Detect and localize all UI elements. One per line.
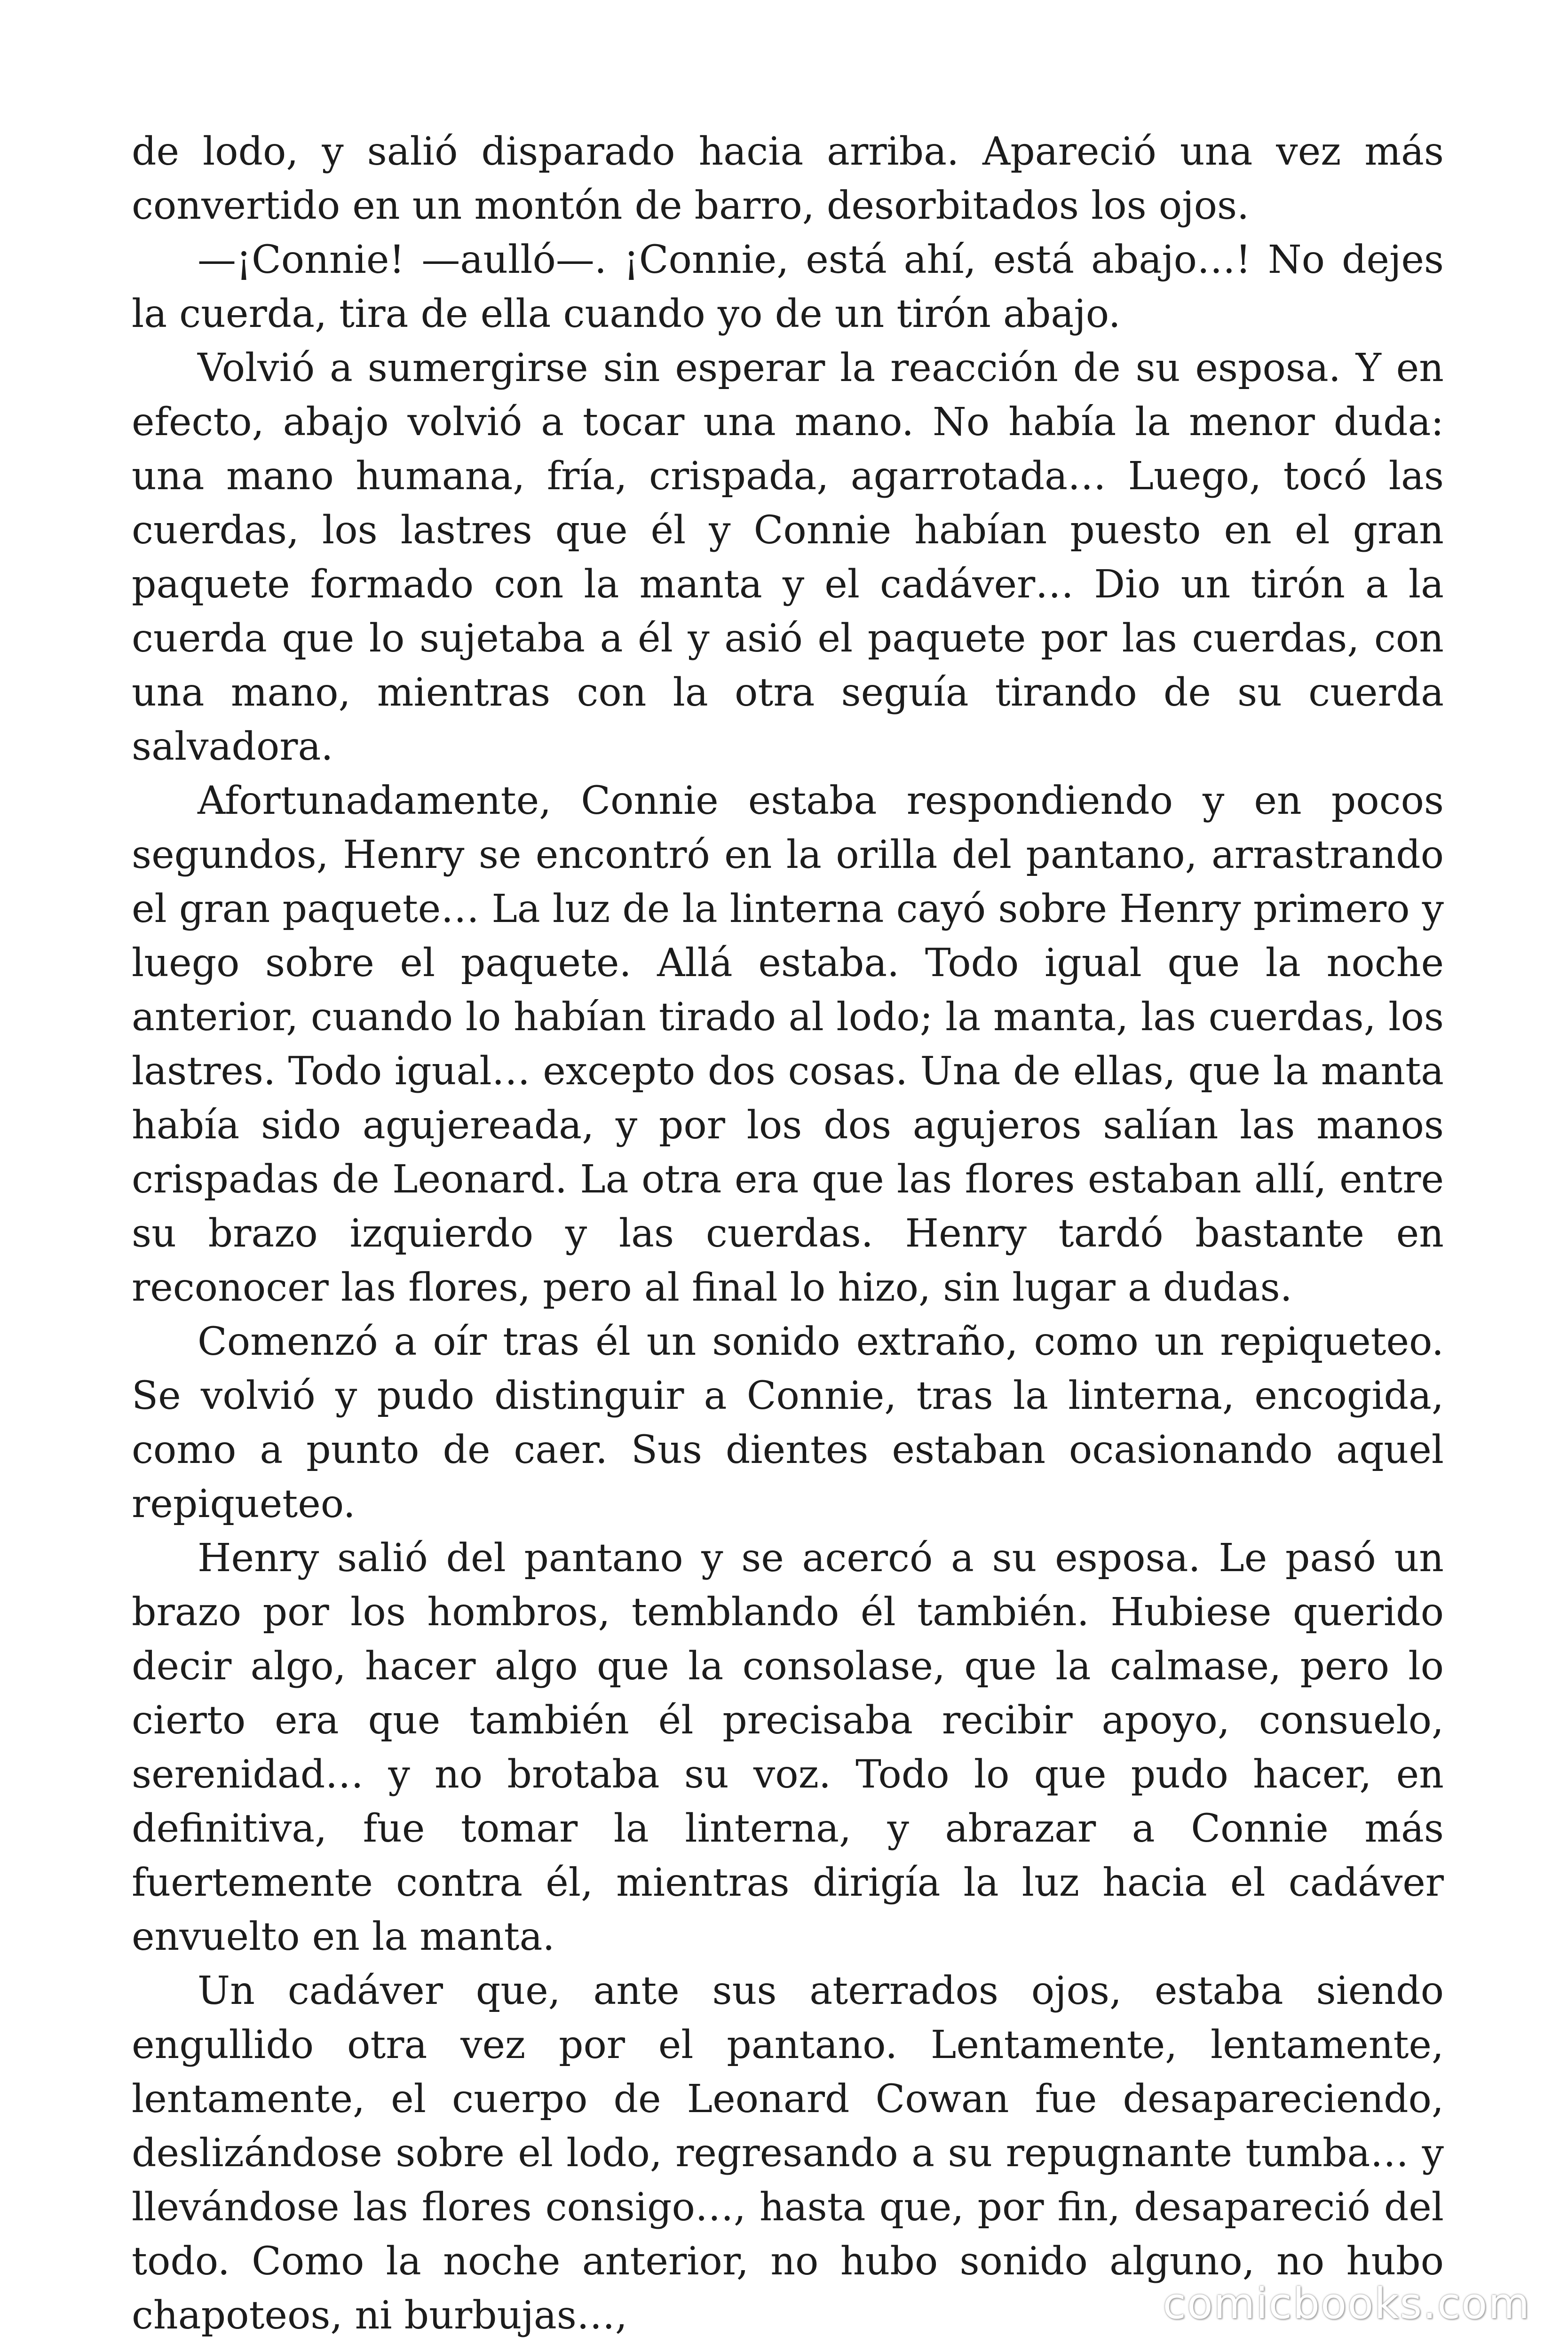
paragraph: —¡Connie! —aulló—. ¡Connie, está ahí, está abajo…! No dejes la cuerda, tira de ella cuando yo de un tirón abajo.	[132, 238, 1444, 336]
paragraph: Volvió a sumergirse sin esperar la reacción de su esposa. Y en efecto, abajo volvió a tocar una mano. No había la menor duda: una mano humana, fría, crispada, agarrotada… Luego, tocó las cuerdas, los lastres que él y Connie habían puesto en el gran paquete formado con la manta y el cadáver… Dio un tirón a la cuerda que lo sujetaba a él y asió el paquete por las cuerdas, con una mano, mientras con la otra seguía tirando de su cuerda salvadora.	[132, 346, 1444, 769]
paragraph: Comenzó a oír tras él un sonido extraño, como un repiqueteo. Se volvió y pudo distinguir a Connie, tras la linterna, encogida, como a punto de caer. Sus dientes estaban ocasionando aquel repiqueteo.	[132, 1319, 1444, 1526]
paragraph: Afortunadamente, Connie estaba respondiendo y en pocos segundos, Henry se encontró en la orilla del pantano, arrastrando el gran paquete… La luz de la linterna cayó sobre Henry primero y luego sobre el paquete. Allá estaba. Todo igual que la noche anterior, cuando lo habían tirado al lodo; la manta, las cuerdas, los lastres. Todo igual… excepto dos cosas. Una de ellas, que la manta había sido agujereada, y por los dos agujeros salían las manos crispadas de Leonard. La otra era que las flores estaban allí, entre su brazo izquierdo y las cuerdas. Henry tardó bastante en reconocer las flores, pero al final lo hizo, sin lugar a dudas.	[132, 779, 1444, 1310]
paragraph: de lodo, y salió disparado hacia arriba. Apareció una vez más convertido en un montón de barro, desorbitados los ojos.	[132, 129, 1444, 228]
watermark: comicbooks.com	[1163, 2279, 1530, 2328]
page-text	[132, 125, 1444, 2343]
paragraph: Henry salió del pantano y se acercó a su esposa. Le pasó un brazo por los hombros, temblando él también. Hubiese querido decir algo, hacer algo que la consolase, que la calmase, pero lo cierto era que también él precisaba recibir apoyo, consuelo, serenidad… y no brotaba su voz. Todo lo que pudo hacer, en definitiva, fue tomar la linterna, y abrazar a Connie más fuertemente contra él, mientras dirigía la luz hacia el cadáver envuelto en la manta.	[132, 1536, 1444, 1959]
paragraph: Un cadáver que, ante sus aterrados ojos, estaba siendo engullido otra vez por el pantano. Lentamente, lentamente, lentamente, el cuerpo de Leonard Cowan fue desapareciendo, deslizándose sobre el lodo, regresando a su repugnante tumba… y llevándose las flores consigo…, hasta que, por fin, desapareció del todo. Como la noche anterior, no hubo sonido alguno, no hubo chapoteos, ni burbujas…,	[132, 1969, 1444, 2338]
